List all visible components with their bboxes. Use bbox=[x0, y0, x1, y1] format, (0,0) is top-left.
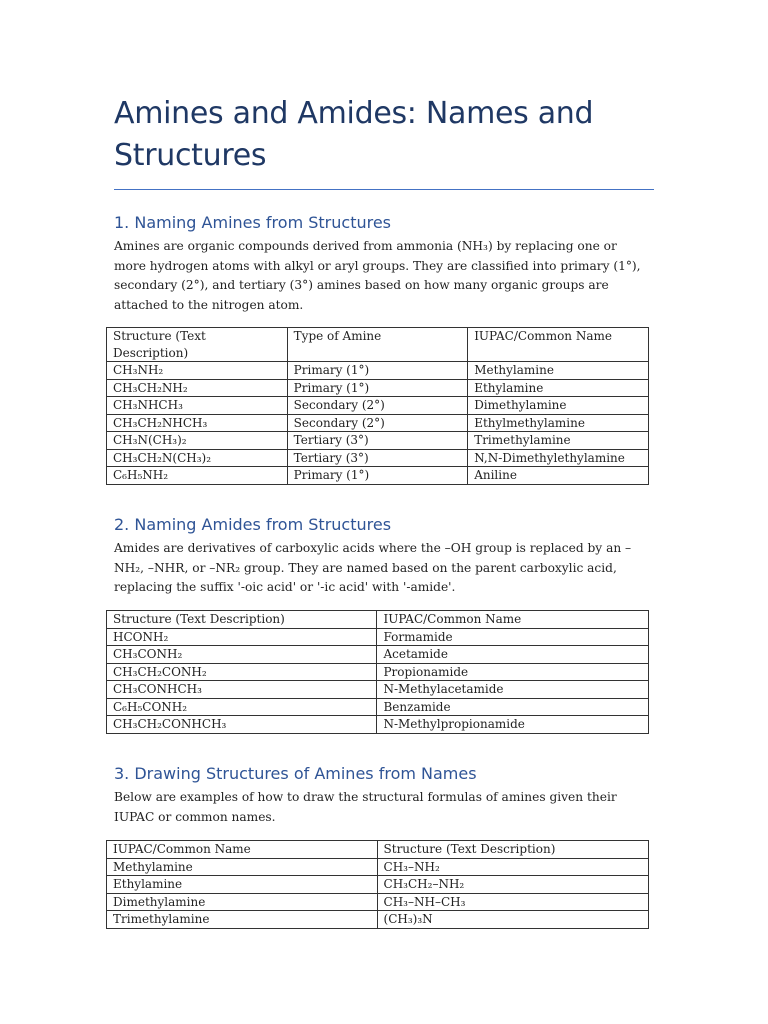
section-2-heading: 2. Naming Amides from Structures bbox=[114, 515, 392, 534]
table-cell: Benzamide bbox=[377, 698, 649, 716]
table-header-cell: IUPAC/Common Name bbox=[468, 328, 649, 362]
amines-table-body bbox=[107, 328, 649, 485]
table-cell: HCONH₂ bbox=[107, 628, 377, 646]
table-cell: CH₃CONH₂ bbox=[107, 646, 377, 664]
table-row bbox=[107, 397, 649, 415]
table-cell: C₆H₅NH₂ bbox=[107, 467, 288, 485]
table-header-cell: Type of Amine bbox=[287, 328, 468, 362]
table-row bbox=[107, 646, 649, 664]
table-cell: Trimethylamine bbox=[468, 432, 649, 450]
table-cell: N-Methylpropionamide bbox=[377, 716, 649, 734]
table-row bbox=[107, 858, 649, 876]
table-row bbox=[107, 663, 649, 681]
table-row bbox=[107, 681, 649, 699]
table-header-cell: Structure (Text Description) bbox=[377, 841, 648, 859]
table-row bbox=[107, 876, 649, 894]
section-1-heading: 1. Naming Amines from Structures bbox=[114, 213, 392, 232]
table-cell: N,N-Dimethylethylamine bbox=[468, 449, 649, 467]
table-cell: C₆H₅CONH₂ bbox=[107, 698, 377, 716]
section-3-paragraph: Below are examples of how to draw the structural formulas of amines given their IUPAC or common names. bbox=[114, 790, 617, 824]
table-cell: Dimethylamine bbox=[468, 397, 649, 415]
table-header-row bbox=[107, 328, 649, 362]
table-cell: Ethylmethylamine bbox=[468, 414, 649, 432]
table-row bbox=[107, 362, 649, 380]
table-row bbox=[107, 893, 649, 911]
table-cell: CH₃CH₂NHCH₃ bbox=[107, 414, 288, 432]
table-row bbox=[107, 911, 649, 929]
table-cell: CH₃NH₂ bbox=[107, 362, 288, 380]
table-cell: CH₃N(CH₃)₂ bbox=[107, 432, 288, 450]
table-cell: CH₃NHCH₃ bbox=[107, 397, 288, 415]
table-header-row bbox=[107, 841, 649, 859]
table-cell: N-Methylacetamide bbox=[377, 681, 649, 699]
table-cell: CH₃CH₂NH₂ bbox=[107, 379, 288, 397]
amides-table bbox=[106, 610, 649, 734]
table-cell: Ethylamine bbox=[107, 876, 378, 894]
table-row bbox=[107, 449, 649, 467]
table-header-cell: IUPAC/Common Name bbox=[377, 611, 649, 629]
table-cell: Primary (1°) bbox=[287, 379, 468, 397]
section-2-paragraph: Amides are derivatives of carboxylic acids where the –OH group is replaced by an –NH₂, –NHR, or –NR₂ group. They are named based on the parent carboxylic acid, replacing the suffix '-oic acid' or '-ic acid' with '-amide'. bbox=[114, 541, 632, 594]
table-row bbox=[107, 467, 649, 485]
table-cell: Primary (1°) bbox=[287, 467, 468, 485]
table-cell: CH₃–NH₂ bbox=[377, 858, 648, 876]
table-header-row bbox=[107, 611, 649, 629]
table-row bbox=[107, 432, 649, 450]
table-cell: Methylamine bbox=[107, 858, 378, 876]
table-cell: (CH₃)₃N bbox=[377, 911, 648, 929]
table-cell: Methylamine bbox=[468, 362, 649, 380]
table-cell: Primary (1°) bbox=[287, 362, 468, 380]
document-page bbox=[114, 0, 654, 190]
table-cell: Trimethylamine bbox=[107, 911, 378, 929]
drawing-amines-table-body bbox=[107, 841, 649, 929]
table-cell: Secondary (2°) bbox=[287, 397, 468, 415]
table-cell: Ethylamine bbox=[468, 379, 649, 397]
table-cell: Secondary (2°) bbox=[287, 414, 468, 432]
table-row bbox=[107, 698, 649, 716]
table-header-cell: IUPAC/Common Name bbox=[107, 841, 378, 859]
drawing-amines-table bbox=[106, 840, 649, 929]
title-divider bbox=[114, 189, 654, 190]
section-3-heading: 3. Drawing Structures of Amines from Names bbox=[114, 764, 477, 783]
table-cell: Acetamide bbox=[377, 646, 649, 664]
table-cell: CH₃CH₂–NH₂ bbox=[377, 876, 648, 894]
table-cell: Aniline bbox=[468, 467, 649, 485]
table-cell: CH₃–NH–CH₃ bbox=[377, 893, 648, 911]
table-cell: CH₃CH₂N(CH₃)₂ bbox=[107, 449, 288, 467]
table-cell: CH₃CH₂CONHCH₃ bbox=[107, 716, 377, 734]
page-title: Amines and Amides: Names and Structures bbox=[114, 96, 594, 173]
table-row bbox=[107, 628, 649, 646]
table-cell: Tertiary (3°) bbox=[287, 449, 468, 467]
table-header-cell: Structure (Text Description) bbox=[107, 328, 288, 362]
amides-table-body bbox=[107, 611, 649, 734]
table-cell: Tertiary (3°) bbox=[287, 432, 468, 450]
table-row bbox=[107, 716, 649, 734]
table-cell: Formamide bbox=[377, 628, 649, 646]
table-cell: CH₃CH₂CONH₂ bbox=[107, 663, 377, 681]
table-cell: CH₃CONHCH₃ bbox=[107, 681, 377, 699]
amines-table bbox=[106, 327, 649, 485]
table-row bbox=[107, 414, 649, 432]
table-header-cell: Structure (Text Description) bbox=[107, 611, 377, 629]
table-cell: Propionamide bbox=[377, 663, 649, 681]
section-1-paragraph: Amines are organic compounds derived from ammonia (NH₃) by replacing one or more hydrogen atoms with alkyl or aryl groups. They are classified into primary (1°), secondary (2°), and tertiary (3°) amines based on how many organic groups are attached to the nitrogen atom. bbox=[114, 239, 641, 312]
table-row bbox=[107, 379, 649, 397]
table-cell: Dimethylamine bbox=[107, 893, 378, 911]
